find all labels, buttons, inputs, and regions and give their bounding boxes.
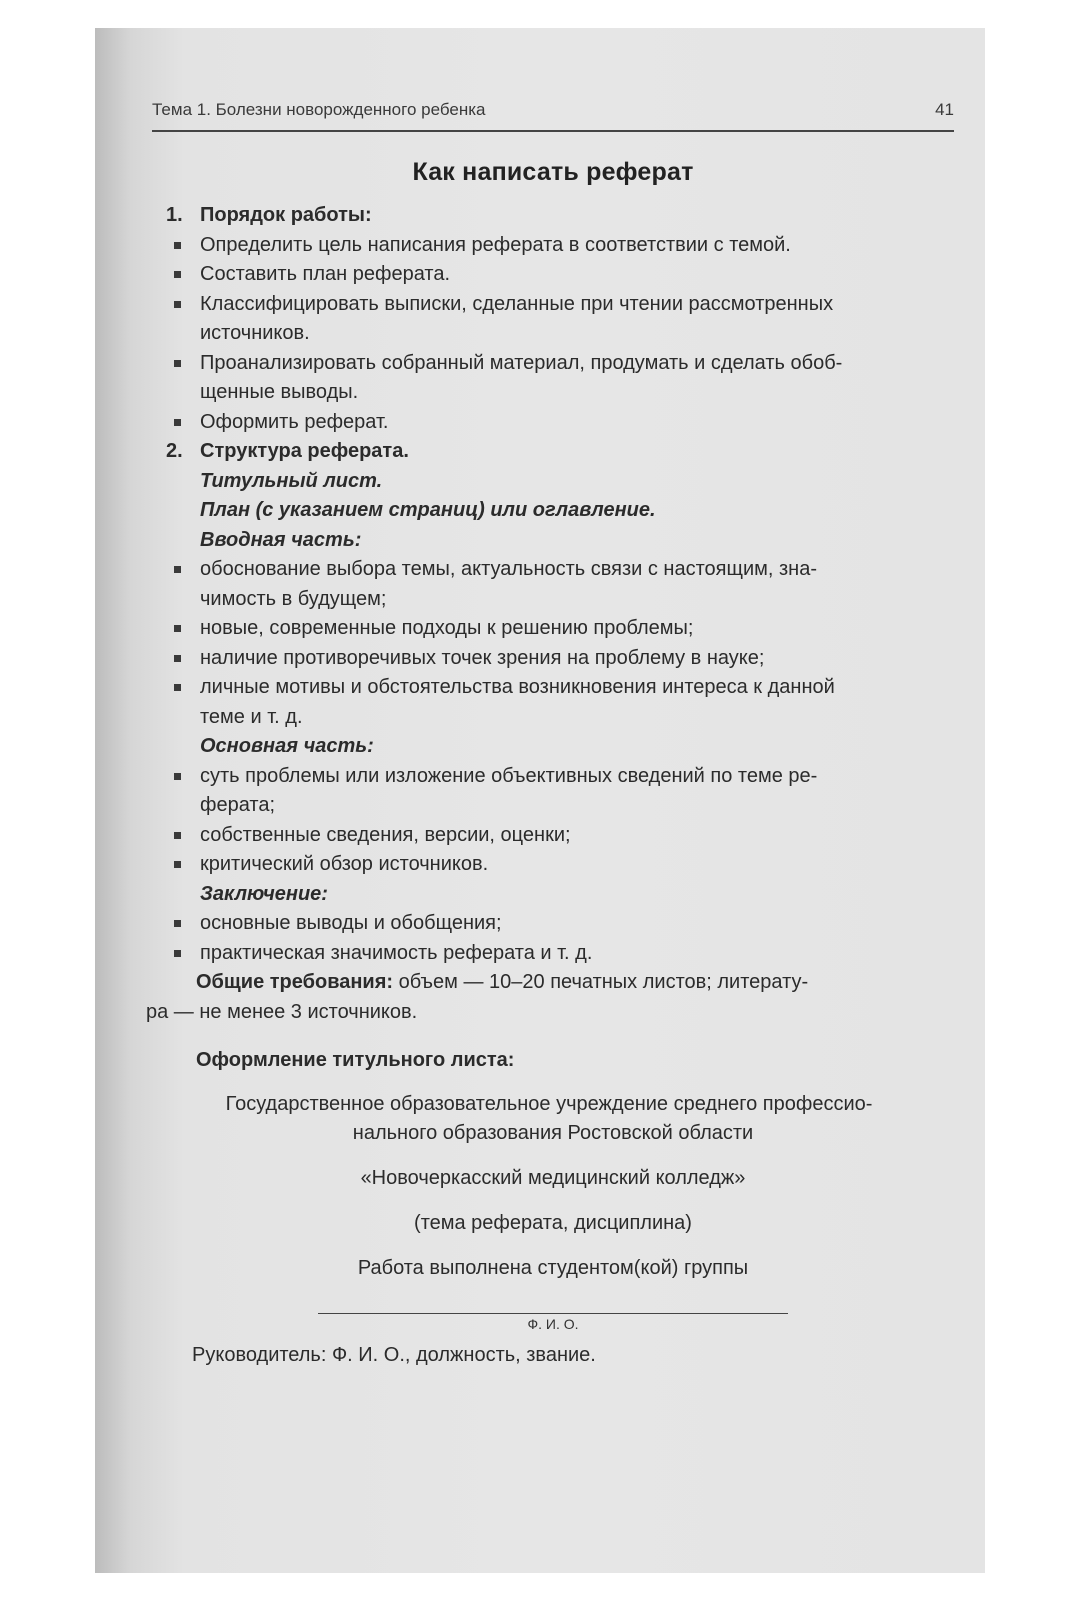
list-item: наличие противоречивых точек зрения на проблему в науке;: [152, 644, 954, 674]
running-header: [152, 100, 954, 132]
requirements-text-1: объем — 10–20 печатных листов; литерату-: [393, 971, 809, 993]
section-heading-text: Порядок работы:: [200, 204, 372, 226]
subheading-conclusion: Заключение:: [200, 882, 328, 905]
list-item: практическая значимость реферата и т. д.: [152, 939, 954, 969]
list-item: критический обзор источников.: [152, 850, 954, 880]
spacer: [152, 1238, 954, 1254]
section-heading-2: [152, 437, 954, 467]
subheading-intro: Вводная часть:: [200, 528, 362, 551]
signature-line: [318, 1313, 788, 1314]
list-item: Оформить реферат.: [152, 408, 954, 438]
list-item: Классифицировать выписки, сделанные при чтении рассмотренных: [152, 290, 954, 320]
performed-by: Работа выполнена студентом(кой) группы: [357, 1257, 749, 1279]
subheading-plan: План (с указанием страниц) или оглавление.: [200, 499, 656, 521]
spacer: [152, 1148, 954, 1164]
college-name: «Новочеркасский медицинский колледж»: [360, 1167, 746, 1189]
running-title: Тема 1. Болезни новорожденного ребенка: [152, 100, 486, 119]
subheading-main: Основная часть:: [200, 735, 374, 757]
list-item: новые, современные подходы к решению проблемы;: [152, 614, 954, 644]
list-item: Проанализировать собранный материал, продумать и сделать обоб-: [152, 349, 954, 379]
institution-line-2: нального образования Ростовской области: [352, 1122, 754, 1144]
subheading-title-page: Титульный лист.: [200, 469, 383, 492]
list-item: обоснование выбора темы, актуальность связи с настоящим, зна-: [152, 555, 954, 585]
list-item: Определить цель написания реферата в соответствии с темой.: [152, 231, 954, 261]
section-heading-1: [152, 201, 954, 231]
supervisor-line: Руководитель: Ф. И. О., должность, звание.: [192, 1344, 596, 1366]
list-item-continuation: теме и т. д.: [200, 705, 303, 728]
requirements-label: Общие требования:: [196, 971, 394, 993]
list-item: собственные сведения, версии, оценки;: [152, 821, 954, 851]
section-number: 1.: [166, 204, 183, 226]
requirements-continuation: ра — не менее 3 источников.: [146, 1000, 418, 1023]
fio-caption: Ф. И. О.: [527, 1316, 579, 1332]
page-title: Как написать реферат: [412, 158, 694, 186]
list-item: основные выводы и обобщения;: [152, 909, 954, 939]
list-item: личные мотивы и обстоятельства возникновения интереса к данной: [152, 673, 954, 703]
page-content: [146, 100, 954, 1367]
topic-placeholder: (тема реферата, дисциплина): [414, 1212, 692, 1234]
list-item-continuation: щенные выводы.: [200, 381, 359, 403]
requirements-paragraph: [152, 968, 954, 998]
section-heading-text: Структура реферата.: [200, 440, 409, 462]
list-item: Составить план реферата.: [152, 260, 954, 290]
list-item: суть проблемы или изложение объективных сведений по теме ре-: [152, 762, 954, 792]
section-number: 2.: [166, 440, 183, 462]
title-page-design-heading: Оформление титульного листа:: [196, 1049, 515, 1071]
list-item-continuation: источников.: [200, 322, 310, 344]
list-item-continuation: чимость в будущем;: [200, 587, 387, 610]
page-number: 41: [935, 100, 954, 119]
list-item-continuation: ферата;: [200, 794, 275, 816]
spacer: [152, 1193, 954, 1209]
institution-line-1: Государственное образовательное учреждение среднего профессио-: [225, 1093, 873, 1115]
book-page: [95, 28, 985, 1573]
